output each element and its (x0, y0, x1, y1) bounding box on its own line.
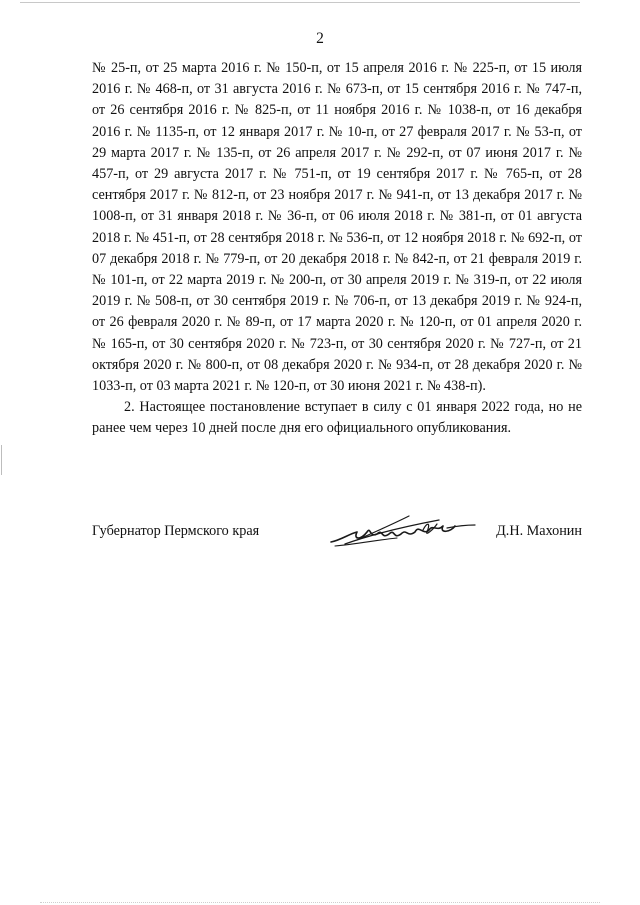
signatory-name: Д.Н. Махонин (496, 523, 582, 539)
scan-edge-left (1, 445, 2, 475)
paragraph-effective-date: 2. Настоящее постановление вступает в силу с 01 января 2022 года, но не ранее чем через 10 дней после дня его официального опубликования. (92, 399, 582, 437)
signature-block (92, 516, 582, 556)
scan-edge-top (20, 2, 580, 3)
page-number: 2 (316, 30, 324, 47)
paragraph-decree-list: № 25-п, от 25 марта 2016 г. № 150-п, от 15 апреля 2016 г. № 225-п, от 15 июля 2016 г. № 468-п, от 31 августа 2016 г. № 673-п, от 15 сентября 2016 г. № 747-п, от 26 сентября 2016 г. № 825-п, от 11 ноября 2016 г. № 1038-п, от 16 декабря 2016 г. № 1135-п, от 12 января 2017 г. № 10-п, от 27 февраля 2017 г. № 53-п, от 29 марта 2017 г. № 135-п, от 26 апреля 2017 г. № 292-п, от 07 июня 2017 г. № 457-п, от 29 августа 2017 г. № 751-п, от 19 сентября 2017 г. № 765-п, от 28 сентября 2017 г. № 812-п, от 23 ноября 2017 г. № 941-п, от 13 декабря 2017 г. № 1008-п, от 31 января 2018 г. № 36-п, от 06 июля 2018 г. № 381-п, от 01 августа 2018 г. № 451-п, от 28 сентября 2018 г. № 536-п, от 12 ноября 2018 г. № 692-п, от 07 декабря 2018 г. № 779-п, от 20 декабря 2018 г. № 842-п, от 21 февраля 2019 г. № 101-п, от 22 марта 2019 г. № 200-п, от 30 апреля 2019 г. № 319-п, от 22 июля 2019 г. № 508-п, от 30 сентября 2019 г. № 706-п, от 13 декабря 2019 г. № 924-п, от 26 февраля 2020 г. № 89-п, от 17 марта 2020 г. № 120-п, от 01 апреля 2020 г. № 165-п, от 30 сентября 2020 г. № 723-п, от 30 сентября 2020 г. № 727-п, от 21 октября 2020 г. № 800-п, от 08 декабря 2020 г. № 934-п, от 28 декабря 2020 г. № 1033-п, от 03 марта 2021 г. № 120-п, от 30 июня 2021 г. № 438-п). (92, 60, 582, 395)
handwritten-signature (327, 510, 477, 552)
document-body (92, 58, 582, 440)
scan-edge-bottom (40, 902, 600, 903)
signatory-position: Губернатор Пермского края (92, 523, 260, 539)
